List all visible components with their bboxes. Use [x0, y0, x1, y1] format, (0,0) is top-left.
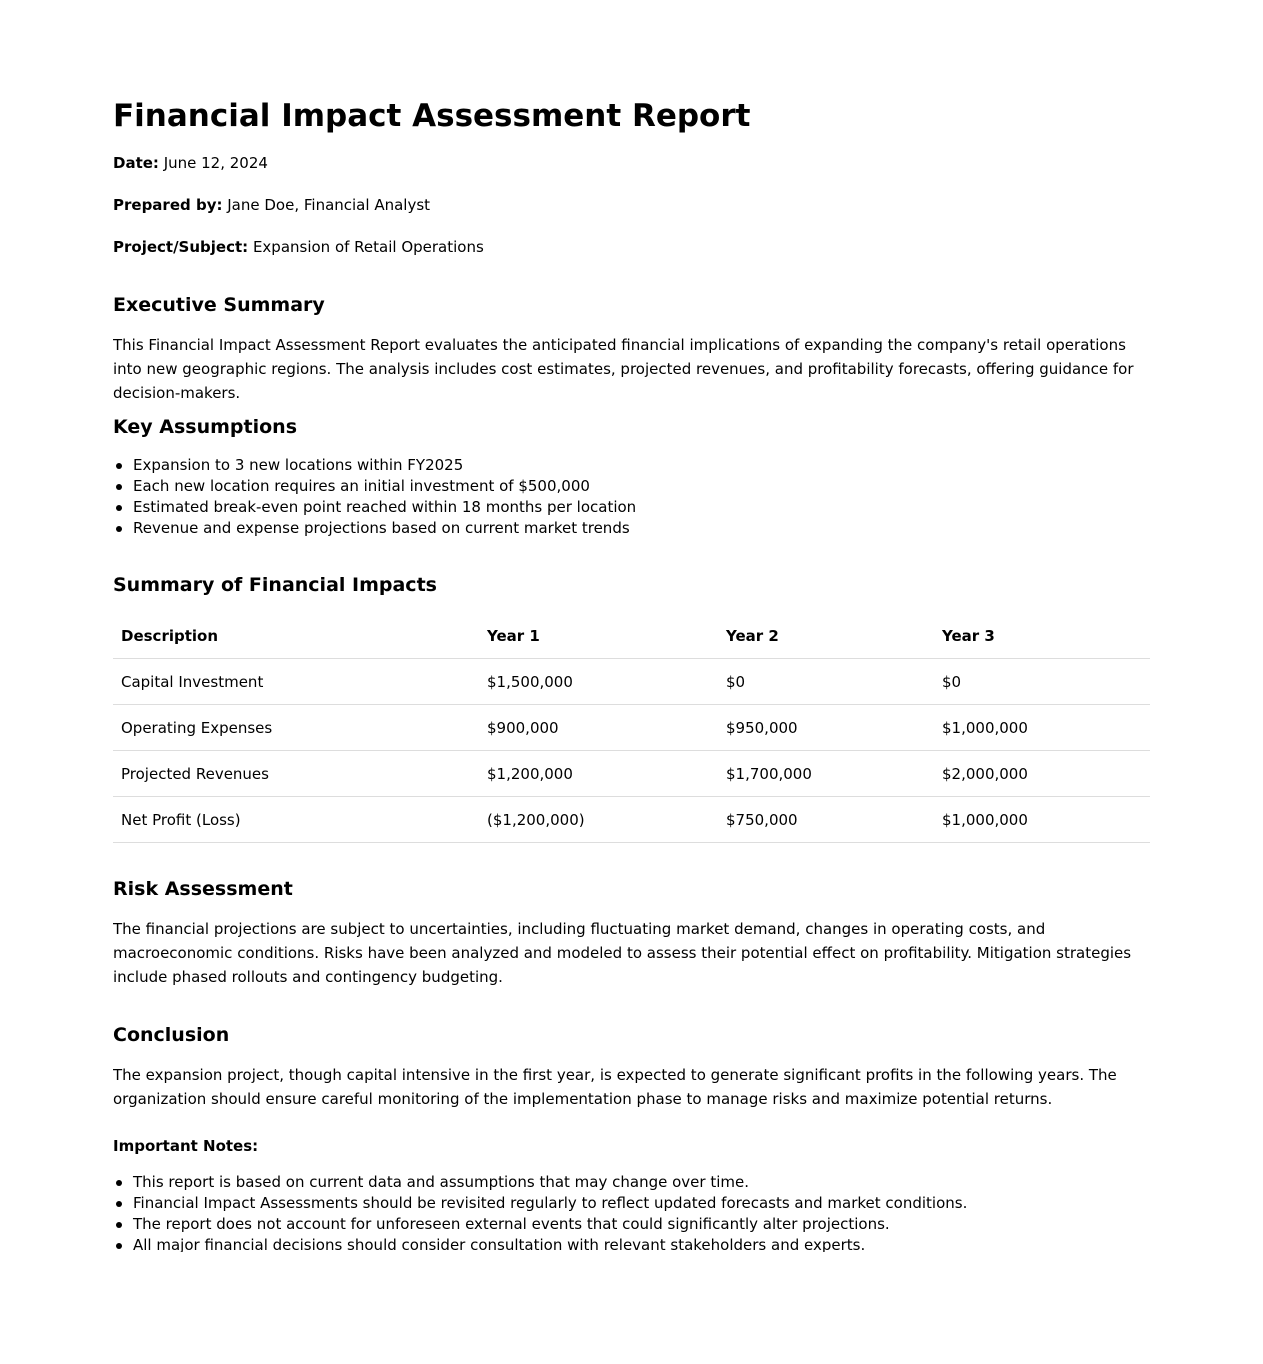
report-date: [113, 152, 268, 174]
list-item: Each new location requires an initial investment of $500,000: [113, 476, 636, 497]
project-value: Expansion of Retail Operations: [252, 238, 484, 256]
executive-summary-heading: Executive Summary: [113, 294, 325, 316]
table-cell: $1,700,000: [718, 751, 934, 797]
table-cell: $950,000: [718, 705, 934, 751]
table-cell: $1,000,000: [934, 797, 1150, 843]
key-assumptions-list: [113, 455, 636, 539]
list-item: This report is based on current data and assumptions that may change over time.: [113, 1172, 967, 1193]
prepared-by-label: Prepared by:: [113, 196, 223, 214]
table-cell: $1,200,000: [479, 751, 718, 797]
table-cell: ($1,200,000): [479, 797, 718, 843]
table-cell: $2,000,000: [934, 751, 1150, 797]
important-notes-list: [113, 1172, 967, 1252]
report-title: Financial Impact Assessment Report: [113, 98, 751, 134]
prepared-by-value: Jane Doe, Financial Analyst: [227, 196, 431, 214]
table-cell: Projected Revenues: [113, 751, 479, 797]
table-header-row: [113, 613, 1150, 659]
risk-assessment-heading: Risk Assessment: [113, 878, 293, 900]
date-value: June 12, 2024: [163, 154, 268, 172]
project-label: Project/Subject:: [113, 238, 249, 256]
table-cell: $900,000: [479, 705, 718, 751]
table-row: [113, 797, 1150, 843]
key-assumptions-heading: Key Assumptions: [113, 416, 298, 438]
conclusion-heading: Conclusion: [113, 1024, 230, 1046]
table-row: [113, 659, 1150, 705]
list-item: Revenue and expense projections based on current market trends: [113, 518, 636, 539]
financial-summary-heading: Summary of Financial Impacts: [113, 574, 437, 596]
report-page: [113, 0, 1150, 1252]
table-cell: Net Profit (Loss): [113, 797, 479, 843]
column-header-year-1: Year 1: [479, 613, 718, 659]
table-row: [113, 705, 1150, 751]
report-prepared-by: [113, 194, 430, 216]
list-item: All major financial decisions should consider consultation with relevant stakeholders and experts.: [113, 1235, 967, 1252]
table-cell: $750,000: [718, 797, 934, 843]
executive-summary-text: This Financial Impact Assessment Report evaluates the anticipated financial implications of expanding the company's retail operations into new geographic regions. The analysis includes cost estimates, projected revenues, and profitability forecasts, offering guidance for decision-makers.: [113, 336, 1134, 402]
report-project: [113, 236, 484, 258]
conclusion-text: The expansion project, though capital intensive in the first year, is expected to generate significant profits in the following years. The organization should ensure careful monitoring of the implementation phase to manage risks and maximize potential returns.: [113, 1066, 1117, 1108]
date-label: Date:: [113, 154, 159, 172]
table-cell: Capital Investment: [113, 659, 479, 705]
risk-assessment-text: The financial projections are subject to uncertainties, including fluctuating market demand, changes in operating costs, and macroeconomic conditions. Risks have been analyzed and modeled to assess their potential effect on profitability. Mitigation strategies include phased rollouts and contingency budgeting.: [113, 920, 1132, 986]
list-item: Financial Impact Assessments should be revisited regularly to reflect updated forecasts and market conditions.: [113, 1193, 967, 1214]
important-notes-label: Important Notes:: [113, 1137, 259, 1155]
column-header-year-3: Year 3: [934, 613, 1150, 659]
table-cell: $1,500,000: [479, 659, 718, 705]
column-header-description: Description: [113, 613, 479, 659]
table-row: [113, 751, 1150, 797]
table-cell: $0: [934, 659, 1150, 705]
table-cell: Operating Expenses: [113, 705, 479, 751]
table-cell: $1,000,000: [934, 705, 1150, 751]
column-header-year-2: Year 2: [718, 613, 934, 659]
financial-impacts-table: [113, 613, 1150, 843]
list-item: Expansion to 3 new locations within FY2025: [113, 455, 636, 476]
table-cell: $0: [718, 659, 934, 705]
list-item: Estimated break-even point reached within 18 months per location: [113, 497, 636, 518]
list-item: The report does not account for unforeseen external events that could significantly alter projections.: [113, 1214, 967, 1235]
